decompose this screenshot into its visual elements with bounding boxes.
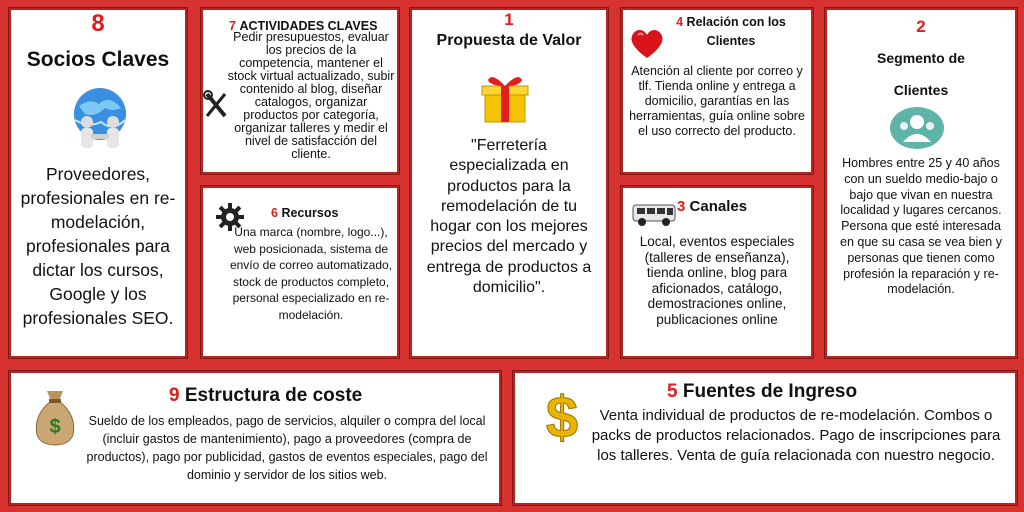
segmento-body: Hombres entre 25 y 40 años con un sueldo medio-bajo o bajo que vivan en nuestra localidad y lugares cercanos. Persona que esté interesada en que su casa se vea bien y personas que tienen como profesión la reparación y re-modelación. [840, 156, 1002, 297]
canales-body: Local, eventos especiales (talleres de enseñanza), tienda online, blog para aficionados, catálogo, demostraciones online, publicaciones online [639, 234, 795, 327]
recursos-body: Una marca (nombre, logo...), web posicionada, sistema de envío de correo automatizado, stock de productos completo, personal especializado en re-modelación. [229, 225, 393, 322]
relacion-title: Relación con los Clientes [686, 15, 786, 48]
costes-heading [169, 385, 362, 407]
ingresos-title: Fuentes de Ingreso [682, 381, 858, 402]
relacion-number: 4 [676, 15, 684, 29]
tools-icon [203, 90, 229, 120]
propuesta-number: 1 [504, 10, 514, 29]
gift-icon [480, 72, 530, 124]
ingresos-number: 5 [667, 381, 678, 402]
canales-title: Canales [689, 198, 748, 215]
costes-number: 9 [169, 385, 180, 406]
ingresos-heading [667, 381, 857, 403]
segmento-title-line2: Clientes [893, 82, 949, 98]
actividades-title: ACTIVIDADES CLAVES [239, 19, 378, 33]
recursos-title: Recursos [281, 206, 339, 220]
costes-title: Estructura de coste [184, 385, 363, 406]
money-bag-icon [31, 385, 79, 447]
segmento-clientes-panel [824, 7, 1018, 359]
van-icon [631, 202, 677, 228]
segmento-number: 2 [916, 17, 926, 36]
user-group-icon [889, 106, 945, 150]
socios-body: Proveedores, profesionales en re-modelación, profesionales para dictar los cursos, Google y los profesionales SEO. [20, 164, 176, 328]
canales-number: 3 [677, 198, 686, 215]
socios-title: Socios Claves [26, 48, 170, 71]
relacion-heading [655, 13, 807, 51]
recursos-panel [200, 185, 400, 359]
actividades-claves-panel [200, 7, 400, 175]
propuesta-valor-panel [409, 7, 609, 359]
socios-claves-panel [8, 7, 188, 359]
relacion-body: Atención al cliente por correo y tlf. Tienda online y entrega a domicilio, garantías en las herramientas, guía online sobre el uso correcto del producto. [629, 64, 805, 138]
svg-text:$: $ [545, 385, 579, 445]
canales-heading [677, 198, 747, 215]
fuentes-ingreso-panel [512, 370, 1018, 506]
canales-panel [620, 185, 814, 359]
handshake-globe-icon [65, 84, 135, 154]
segmento-title-line1: Segmento de [877, 50, 965, 66]
ingresos-body: Venta individual de productos de re-modelación. Combos o packs de productos relacionados. Pago de inscripciones para los talleres. Venta de guía relacionada con nuestro negocio. [591, 407, 1001, 464]
socios-number: 8 [91, 10, 105, 37]
dollar-sign-icon [541, 385, 583, 445]
propuesta-body: "Ferretería especializada en productos para la remodelación de tu hogar con los mejores precios del mercado y entrega de productos a domicilio". [426, 137, 592, 297]
costes-body: Sueldo de los empleados, pago de servicios, alquiler o compra del local (incluir gastos de mantenimiento), pago a proveedores (compra de productos), pago por publicidad, gastos de eventos especiales, pago del dominio y servidor de los sitios web. [86, 414, 488, 482]
actividades-number: 7 [229, 19, 236, 33]
svg-text:$: $ [49, 416, 61, 438]
actividades-body: Pedir presupuestos, evaluar los precios de la competencia, mantener el stock virtual actualizado, subir contenido al blog, diseñar catalogos, organizar productos por categoría, organizar talleres y medir el nivel de satisfacción del cliente. [227, 30, 395, 161]
recursos-number: 6 [271, 206, 278, 220]
estructura-coste-panel [8, 370, 502, 506]
recursos-heading [271, 206, 338, 220]
propuesta-title: Propuesta de Valor [436, 32, 582, 49]
relacion-clientes-panel [620, 7, 814, 175]
